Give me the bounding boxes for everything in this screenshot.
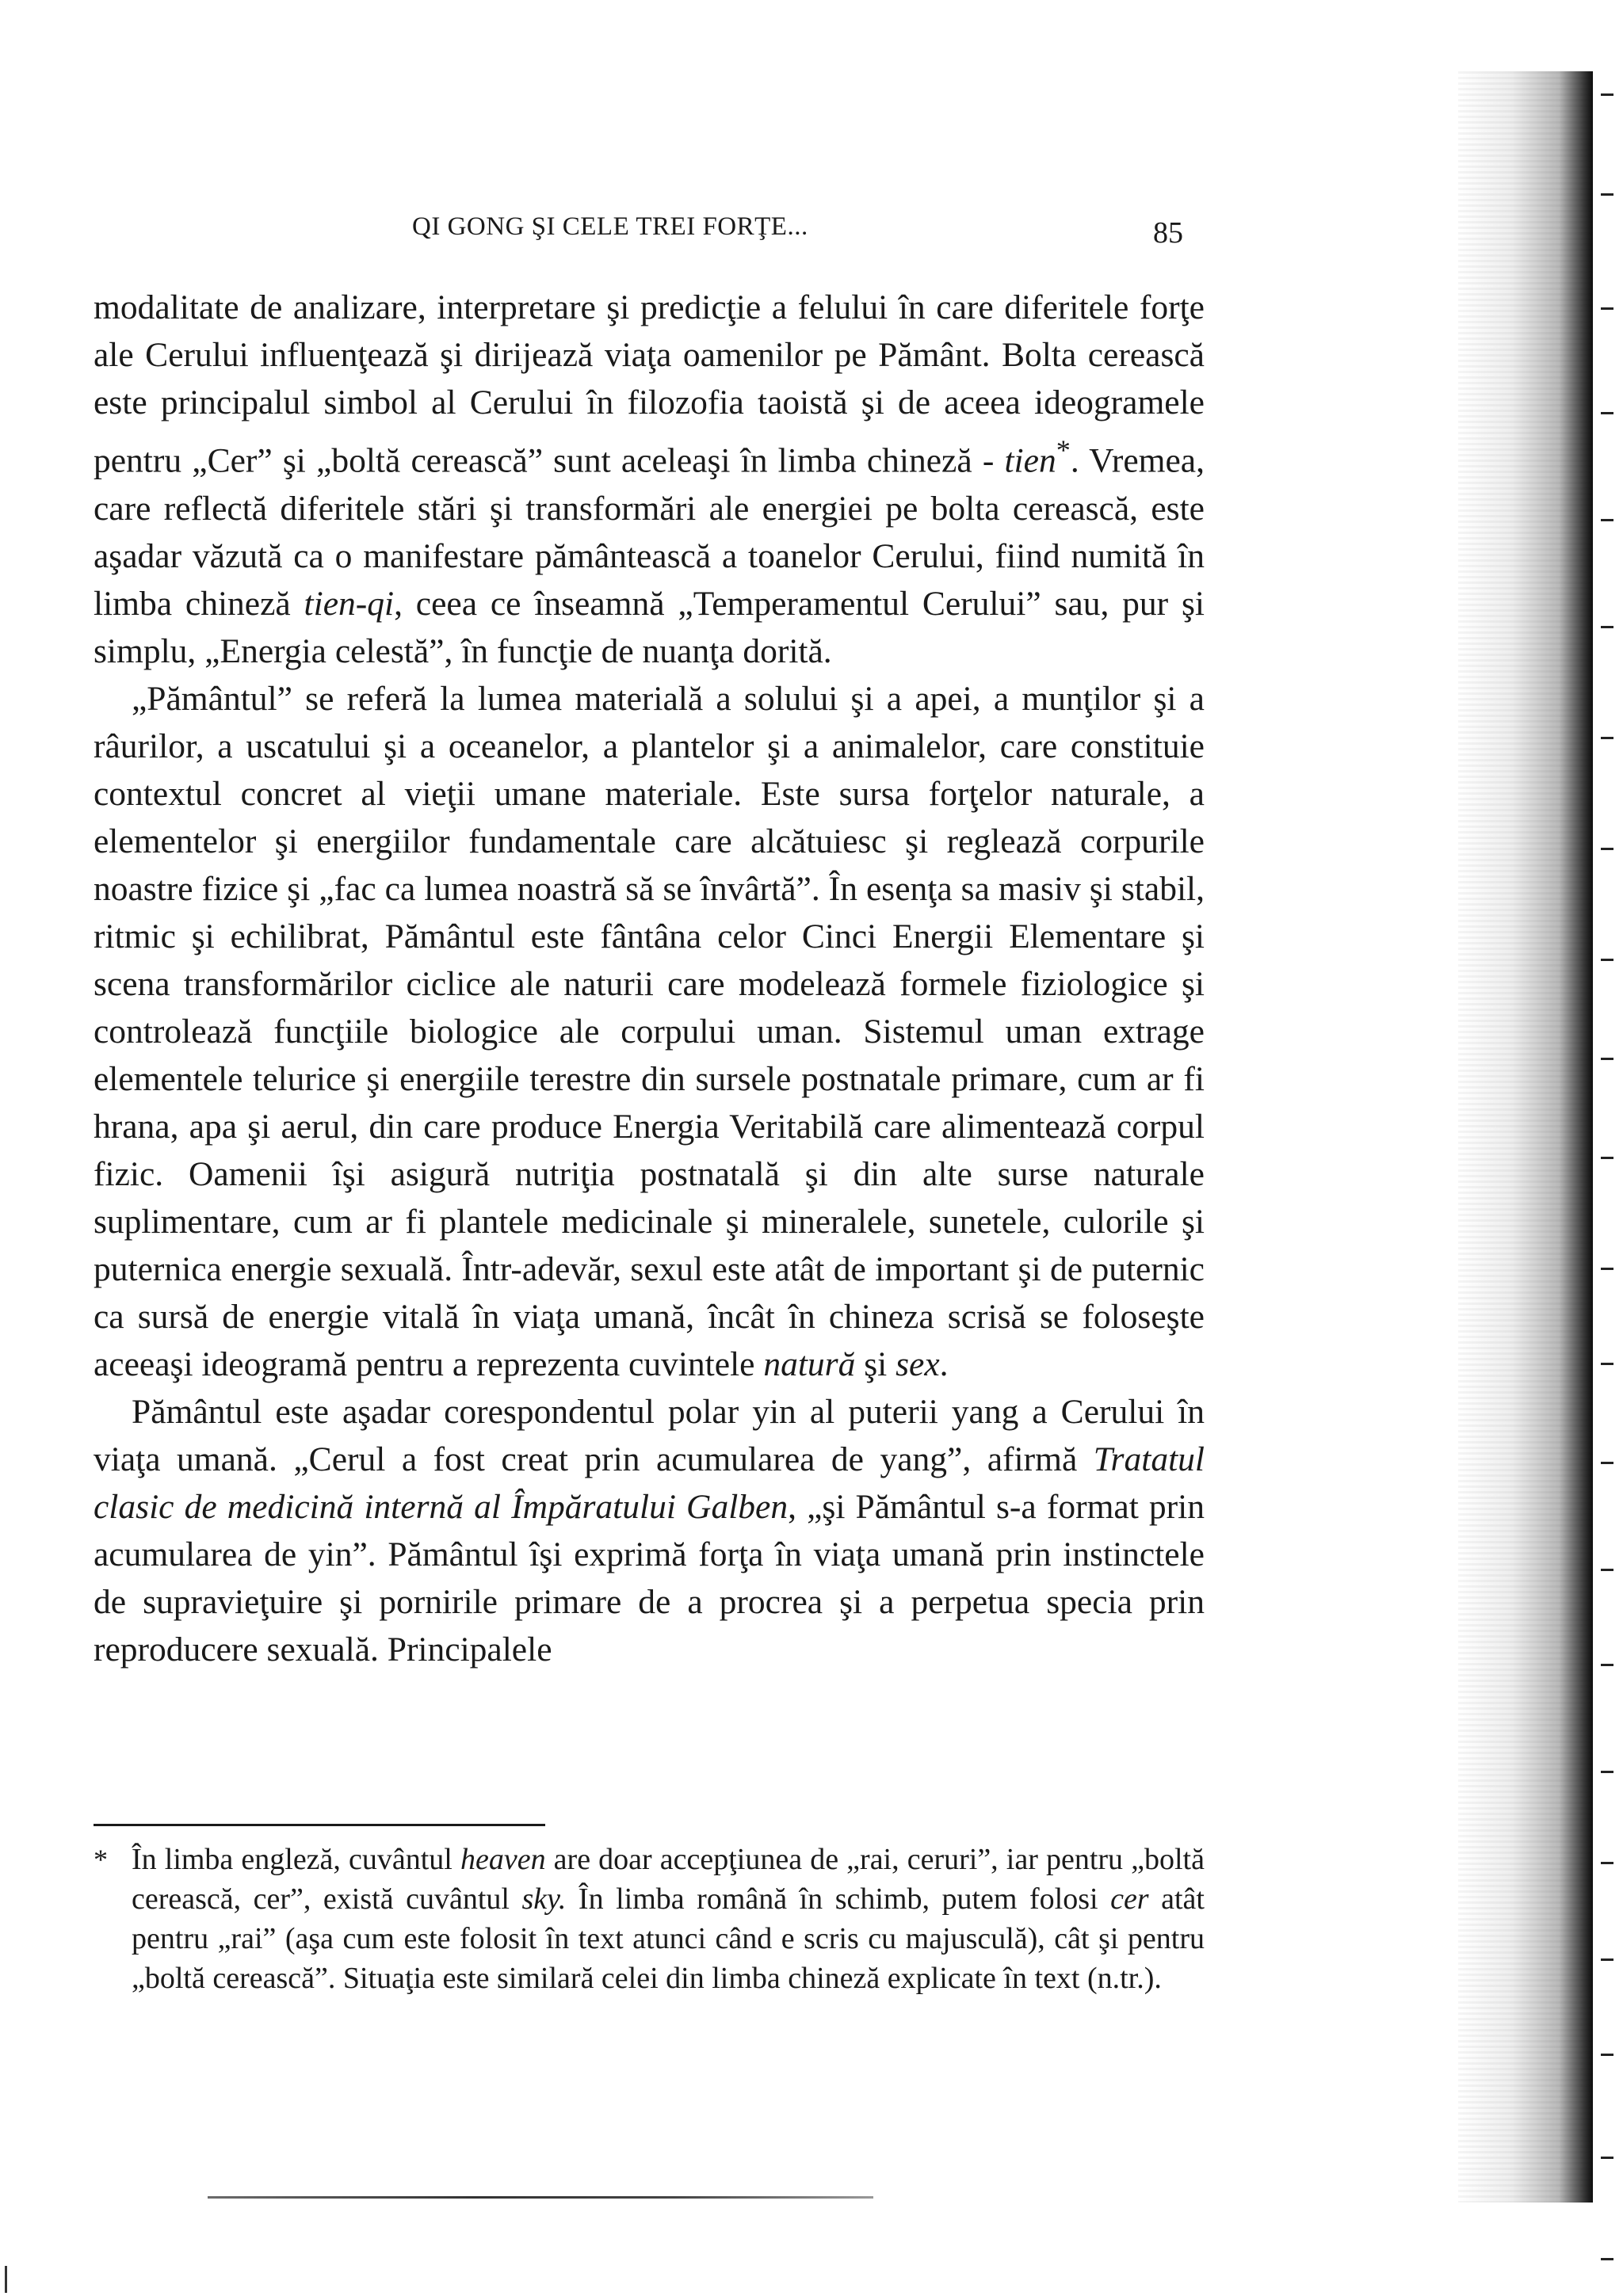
running-head: QI GONG ŞI CELE TREI FORŢE...: [412, 212, 808, 241]
text-run: , „şi Pământul s-a format prin acumularea de yin”. Pământul îşi exprimă forţa în viaţa umană prin instinctele de supravieţuire şi pornirile primare de a procrea şi a perpetua specia prin reproducere sexuală. Principalele: [94, 1487, 1205, 1669]
footnote-text-run: are doar accepţiunea de „rai, ceruri”, iar pentru „boltă cerească, cer”, există cuvântul: [132, 1843, 1205, 1916]
text-run: . Vremea, care reflectă diferitele stări şi transformări ale energiei pe bolta cerească, este aşadar văzută ca o manifestare pământească a toanelor Cerului, fiind numită în limba chineză: [94, 441, 1205, 623]
italic-term: natură: [763, 1344, 856, 1383]
footnote-text-run: atât pentru „rai” (aşa cum este folosit în text atunci când e scris cu majusculă), cât şi pentru „boltă cerească”. Situaţia este similară celei din limba chineză explicate în text (n.tr.).: [132, 1882, 1205, 1995]
footnote-italic-term: heaven: [460, 1843, 546, 1876]
italic-term: tien: [1004, 441, 1056, 480]
scan-artifact: [5, 2266, 7, 2293]
paragraph: [94, 284, 1205, 675]
text-run: şi: [855, 1344, 896, 1383]
footnote-reference: *: [1056, 434, 1071, 466]
footnote-text-run: În limba engleză, cuvântul: [132, 1843, 460, 1876]
body-text: [94, 284, 1205, 1673]
footnote-text: [132, 1840, 1205, 1998]
italic-title: Tratatul clasic de medicină internă al Împăratului Galben: [94, 1440, 1205, 1526]
footnote-italic-term: sky.: [521, 1882, 567, 1916]
paragraph: [94, 675, 1205, 1388]
italic-term: sex: [896, 1344, 940, 1383]
page-number: 85: [1153, 216, 1183, 250]
footnote-text-run: În limba română în schimb, putem folosi: [566, 1882, 1111, 1916]
text-run: modalitate de analizare, interpretare şi predicţie a felului în care diferitele forţe ale Cerului influenţează şi dirijează viaţa oamenilor pe Pământ. Bolta cerească este principalul simbol al Cerului în filozofia taoistă şi de aceea ideogramele pentru „Cer” şi „boltă cerească” sunt aceleaşi în limba chineză -: [94, 288, 1205, 480]
footnote: [94, 1840, 1205, 1998]
bottom-scan-line: [208, 2196, 873, 2199]
text-run: Pământul este aşadar corespondentul polar yin al puterii yang a Cerului în viaţa umană. „Cerul a fost creat prin acumularea de yang”, afirmă: [94, 1392, 1205, 1478]
footnote-divider: [94, 1824, 545, 1826]
paragraph: [94, 1388, 1205, 1673]
text-run: , ceea ce înseamnă „Temperamentul Cerului” sau, pur şi simplu, „Energia celestă”, în funcţie de nuanţa dorită.: [94, 584, 1205, 670]
binding-shadow: [1458, 71, 1593, 2203]
italic-term: tien-qi: [304, 584, 395, 623]
margin-tick-marks: [1601, 0, 1617, 2296]
text-run: .: [939, 1344, 949, 1383]
footnote-marker: *: [94, 1844, 108, 1875]
footnote-italic-term: cer: [1110, 1882, 1149, 1916]
text-run: „Pământul” se referă la lumea materială a solului şi a apei, a munţilor şi a râurilor, a uscatului şi a oceanelor, a plantelor şi a animalelor, care constituie contextul concret al vieţii umane materiale. Este sursa forţelor naturale, a elementelor şi energiilor fundamentale care alcătuiesc şi reglează corpurile noastre fizice şi „fac ca lumea noastră să se învârtă”. În esenţa sa masiv şi stabil, ritmic şi echilibrat, Pământul este fântâna celor Cinci Energii Elementare şi scena transformărilor ciclice ale naturii care modelează formele fiziologice şi controlează funcţiile biologice ale corpului uman. Sistemul uman extrage elementele telurice şi energiile terestre din sursele postnatale primare, cum ar fi hrana, apa şi aerul, din care produce Energia Veritabilă care alimentează corpul fizic. Oamenii îşi asigură nutriţia postnatală şi din alte surse naturale suplimentare, cum ar fi plantele medicinale şi mineralele, sunetele, culorile şi puternica energie sexuală. Într-adevăr, sexul este atât de important şi de puternic ca sursă de energie vitală în viaţa umană, încât în chineza scrisă se foloseşte aceeaşi ideogramă pentru a reprezenta cuvintele: [94, 679, 1205, 1383]
